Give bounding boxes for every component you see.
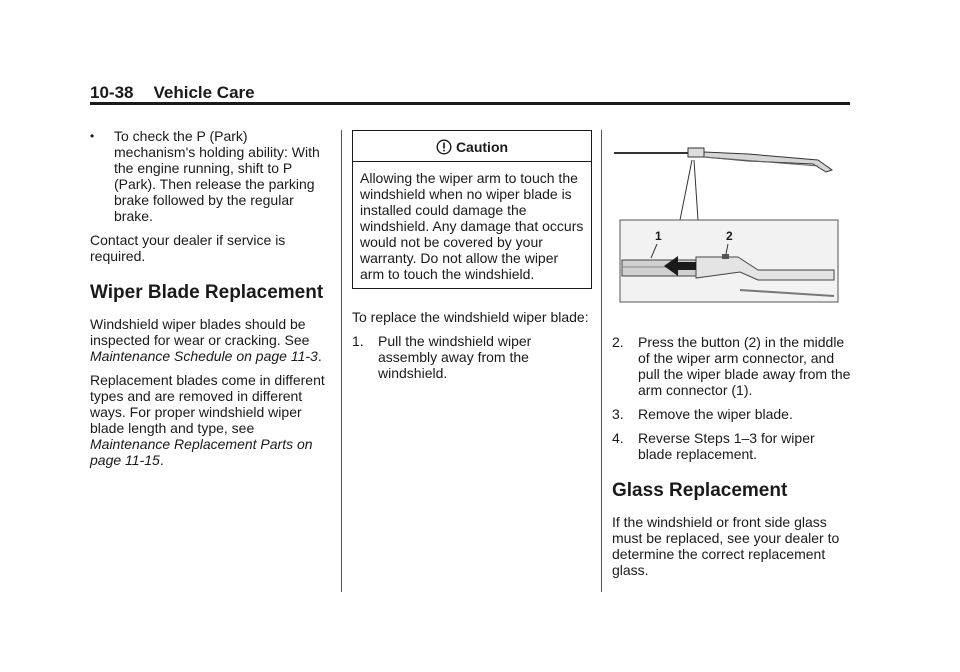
page-header [90, 83, 255, 103]
column-divider [601, 130, 602, 592]
column-3 [612, 334, 852, 586]
glass-paragraph: If the windshield or front side glass must be replaced, see your dealer to determine the correct replacement glass. [612, 514, 840, 578]
maintenance-schedule-link[interactable]: Maintenance Schedule on page 11-3 [90, 348, 318, 364]
column-1 [90, 128, 330, 476]
page-number: 10-38 [90, 83, 134, 102]
bullet-item: • To check the P (Park) mechanism's holding ability: With the engine running, shift to P (Park). Then release the parking brake followed by the regular brake. [90, 128, 320, 224]
inspection-paragraph: Windshield wiper blades should be inspected for wear or cracking. See Maintenance Schedule on page 11-3. [90, 316, 322, 364]
wiper-diagram [608, 130, 842, 306]
step-2: 2. Press the button (2) in the middle of the wiper arm connector, and pull the wiper blade away from the arm connector (1). [612, 334, 851, 398]
bullet-icon: • [90, 129, 95, 143]
figure-label-2: 2 [726, 229, 733, 243]
column-divider [341, 130, 342, 592]
caution-header: Caution [353, 131, 591, 162]
wiper-heading: Wiper Blade Replacement [90, 282, 324, 303]
step-3: 3. Remove the wiper blade. [612, 406, 793, 422]
contact-dealer-text: Contact your dealer if service is required. [90, 232, 286, 264]
column-2 [352, 130, 592, 389]
glass-heading: Glass Replacement [612, 480, 788, 501]
replacement-paragraph: Replacement blades come in different types and are removed in different ways. For proper windshield wiper blade length and type, see Maintenance Replacement Parts on page 11-15. [90, 372, 325, 468]
replacement-parts-link[interactable]: Maintenance Replacement Parts on page 11-15 [90, 436, 313, 468]
caution-text: Allowing the wiper arm to touch the windshield when no wiper blade is installed could damage the windshield. Any damage that occurs would not be covered by your warranty. Do not allow the wiper arm to touch the windshield. [360, 170, 584, 282]
caution-box [352, 130, 592, 289]
step-4: 4. Reverse Steps 1–3 for wiper blade replacement. [612, 430, 815, 462]
section-title: Vehicle Care [153, 83, 255, 102]
step-1: 1. Pull the windshield wiper assembly away from the windshield. [352, 333, 532, 381]
warning-icon [436, 139, 452, 155]
intro-text: To replace the windshield wiper blade: [352, 309, 589, 325]
header-rule [90, 102, 850, 105]
figure-label-1: 1 [655, 229, 662, 243]
